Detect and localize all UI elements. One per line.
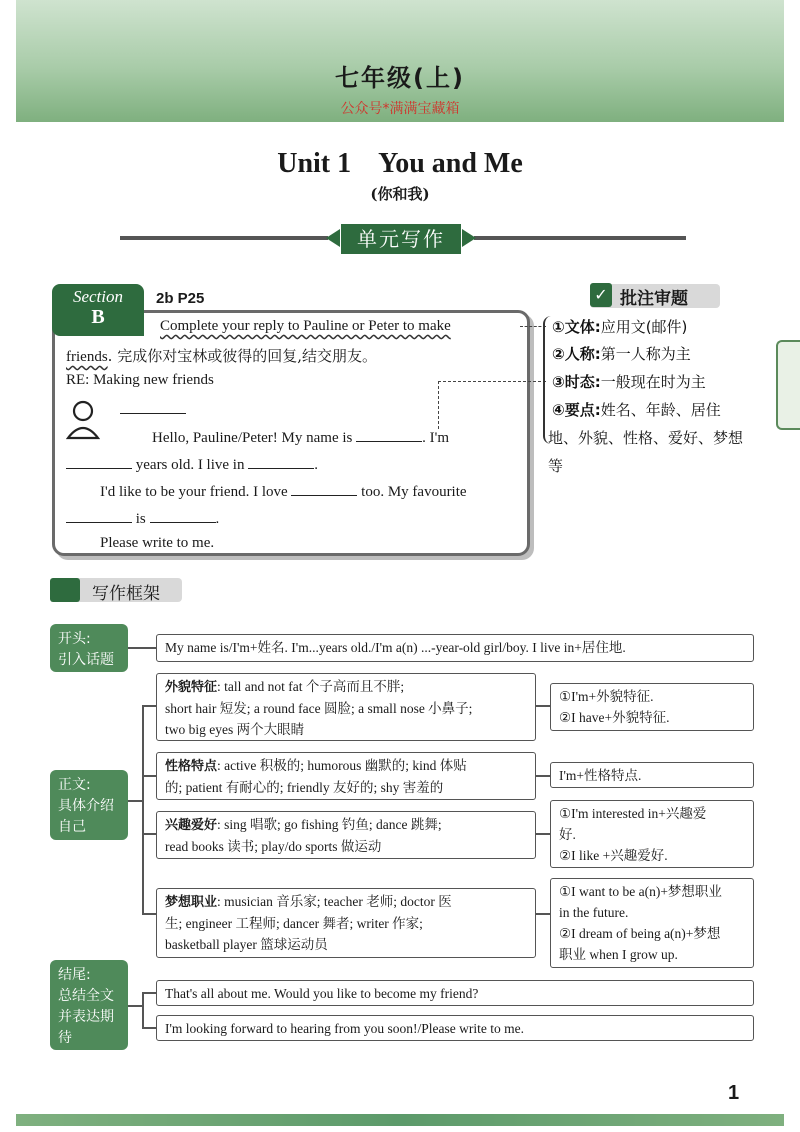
appearance-patterns: ①I'm+外貌特征. ②I have+外貌特征. (550, 683, 754, 731)
opening-sentence: My name is/I'm+姓名. I'm...years old./I'm a(n) ...-year-old girl/boy. I live in+居住地. (156, 634, 754, 662)
grade-title: 七年级(上) (335, 64, 465, 92)
connector (536, 705, 550, 707)
framework-icon (50, 578, 80, 602)
is-text: is (135, 511, 146, 527)
name-blank (356, 428, 422, 442)
ending-label: 结尾: 总结全文 并表达期 待 (50, 960, 128, 1050)
connector (536, 913, 550, 915)
opening-label: 开头: 引入话题 (50, 624, 128, 672)
signature-blank (120, 400, 186, 414)
page-number: 1 (728, 1082, 740, 1104)
dashed-connector (438, 381, 439, 429)
instruction-en-2: friends (66, 349, 108, 365)
banner-line-left (120, 236, 328, 240)
annotation-title: 批注审题 (620, 289, 688, 309)
unit-subtitle: (你和我) (370, 185, 430, 203)
friend-line (100, 482, 467, 501)
connector (142, 913, 156, 915)
ending-sentence-1: That's all about me. Would you like to become my friend? (156, 980, 754, 1006)
connector (142, 992, 156, 994)
connector (128, 1005, 142, 1007)
personality-box: 性格特点: active 积极的; humorous 幽默的; kind 体贴 的; patient 有耐心的; friendly 友好的; shy 害羞的 (156, 752, 536, 800)
connector (142, 705, 156, 707)
connector (142, 775, 156, 777)
connector (128, 647, 156, 649)
age-blank (66, 455, 132, 469)
friend-text: I'd like to be your friend. I love (100, 484, 288, 500)
dashed-connector (438, 381, 546, 382)
greeting-line (152, 428, 449, 447)
annotation-item: ③时态:一般现在时为主 (552, 373, 706, 391)
instruction-line-1 (160, 318, 451, 335)
connector (128, 800, 142, 802)
personality-patterns: I'm+性格特点. (550, 762, 754, 788)
age-line: years old. I live in . (66, 455, 318, 474)
person-icon (66, 400, 100, 440)
favourite-value-blank (150, 509, 216, 523)
place-blank (248, 455, 314, 469)
greeting-text: Hello, Pauline/Peter! My name is (152, 430, 353, 446)
favourite-line: is . (66, 509, 219, 528)
section-banner: 单元写作 (341, 224, 461, 254)
friend-text-end: too. My favourite (361, 484, 467, 500)
appearance-box: 外貌特征: tall and not fat 个子高而且不胖; short hair 短发; a round face 圆脸; a small nose 小鼻子; two big eyes 两个大眼睛 (156, 673, 536, 741)
instruction-en-1: Complete your reply to Pauline or Peter to make (160, 318, 451, 334)
annotation-item: ②人称:第一人称为主 (552, 345, 691, 363)
age-text: years old. I live in (135, 457, 245, 473)
banner-arrow-right-icon (462, 229, 476, 247)
connector (142, 1027, 156, 1029)
connector (142, 705, 144, 913)
annotation-item: ①文体:应用文(邮件) (552, 318, 688, 336)
connector (142, 992, 144, 1028)
instruction-line-2 (66, 345, 377, 366)
ending-sentence-2: I'm looking forward to hearing from you soon!/Please write to me. (156, 1015, 754, 1041)
side-tab (776, 340, 800, 430)
career-patterns: ①I want to be a(n)+梦想职业 in the future. ②I dream of being a(n)+梦想 职业 when I grow up. (550, 878, 754, 968)
framework-title: 写作框架 (92, 584, 160, 604)
watermark-text: 公众号*满满宝藏箱 (340, 101, 460, 117)
unit-title: Unit 1 You and Me (277, 148, 523, 179)
section-word: Section (72, 287, 124, 306)
connector (142, 833, 156, 835)
section-letter: B (91, 306, 105, 328)
hobby-patterns: ①I'm interested in+兴趣爱 好. ②I like +兴趣爱好. (550, 800, 754, 868)
body-label: 正文: 具体介绍 自己 (50, 770, 128, 840)
page-reference: 2b P25 (156, 290, 205, 307)
favourite-blank (66, 509, 132, 523)
love-blank (291, 482, 357, 496)
annotation-continuation: 地、外貌、性格、爱好、梦想 (548, 429, 744, 447)
annotation-item: ④要点:姓名、年龄、居住 (552, 401, 721, 419)
check-note-icon: ✓ (590, 283, 612, 307)
section-tag (52, 284, 144, 336)
connector (536, 833, 550, 835)
greeting-end: . I'm (422, 430, 450, 446)
banner-line-right (474, 236, 686, 240)
career-box: 梦想职业: musician 音乐家; teacher 老师; doctor 医 生; engineer 工程师; dancer 舞者; writer 作家; basketball player 篮球运动员 (156, 888, 536, 958)
closing-line: Please write to me. (100, 535, 215, 551)
footer-band (16, 1114, 784, 1126)
connector (536, 775, 550, 777)
banner-arrow-left-icon (326, 229, 340, 247)
hobby-box: 兴趣爱好: sing 唱歌; go fishing 钓鱼; dance 跳舞; read books 读书; play/do sports 做运动 (156, 811, 536, 859)
annotation-continuation: 等 (548, 457, 564, 475)
instruction-zh: . 完成你对宝林或彼得的回复,结交朋友。 (107, 347, 377, 365)
re-line: RE: Making new friends (66, 372, 214, 388)
